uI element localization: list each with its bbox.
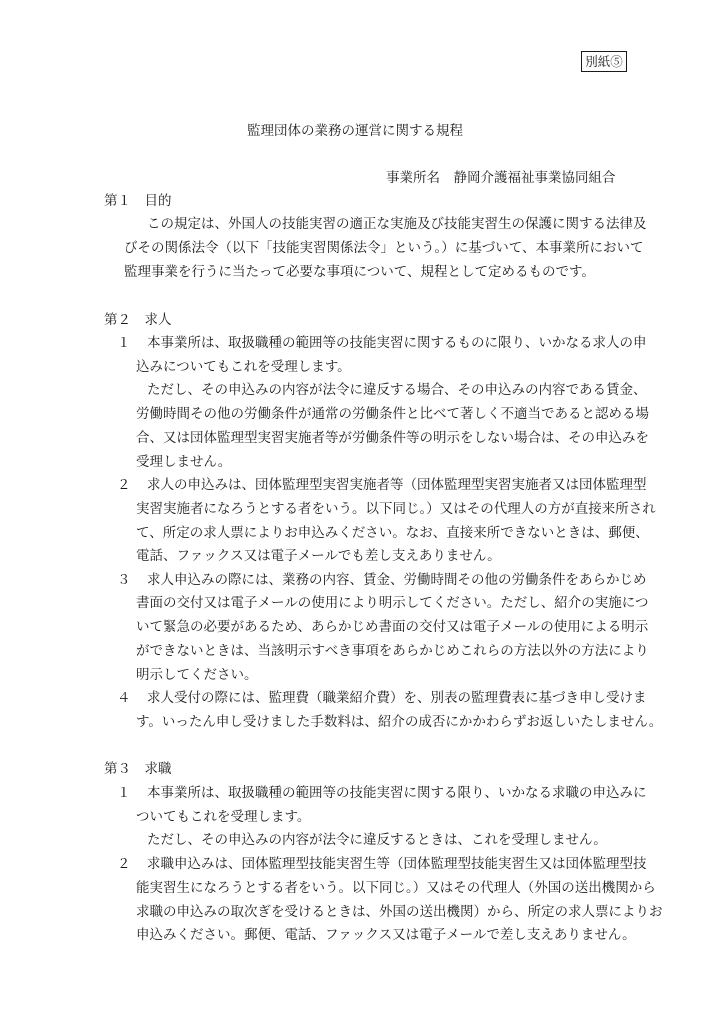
item-line: 求人の申込みは、団体監理型実習実施者等（団体監理型実習実施者又は団体監理型: [147, 477, 647, 493]
section-heading-job-seekers: 第３ 求職: [104, 761, 172, 777]
paragraph-line: 監理事業を行うに当たって必要な事項について、規程として定めるものです。: [124, 264, 595, 280]
item-line: て、所定の求人票によりお申込みください。なお、直接来所できないときは、郵便、: [136, 525, 649, 541]
item-number: １: [117, 335, 131, 351]
item-line: 実習実施者になろうとする者をいう。以下同じ。）又はその代理人の方が直接来所され: [136, 501, 656, 517]
item-number: ２: [117, 477, 131, 493]
item-number: １: [117, 785, 131, 801]
item-line: 求人申込みの際には、業務の内容、賃金、労働時間その他の労働条件をあらかじめ: [147, 572, 647, 588]
section-heading-purpose: 第１ 目的: [104, 193, 172, 209]
item-line: す。いったん申し受けました手数料は、紹介の成否にかかわらずお返しいたしません。: [136, 714, 663, 730]
document-title: 監理団体の業務の運営に関する規程: [247, 123, 463, 139]
attachment-label: 別紙⑤: [581, 51, 627, 72]
item-line: 能実習生になろうとする者をいう。以下同じ。）又はその代理人（外国の送出機関から: [136, 880, 656, 896]
item-line: 本事業所は、取扱職種の範囲等の技能実習に関する限り、いかなる求職の申込みに: [147, 785, 647, 801]
item-line: いて緊急の必要があるため、あらかじめ書面の交付又は電子メールの使用による明示: [136, 619, 649, 635]
item-line: 書面の交付又は電子メールの使用により明示してください。ただし、紹介の実施につ: [136, 595, 649, 611]
paragraph-line: この規定は、外国人の技能実習の適正な実施及び技能実習生の保護に関する法律及: [147, 216, 647, 232]
item-line: 電話、ファックス又は電子メールでも差し支えありません。: [136, 548, 501, 564]
item-line: 明示してください。: [136, 667, 258, 683]
item-line: 求人受付の際には、監理費（職業紹介費）を、別表の監理費表に基づき申し受けま: [147, 690, 647, 706]
item-line: ただし、その申込みの内容が法令に違反するときは、これを受理しません。: [147, 832, 607, 848]
item-line: ができないときは、当該明示すべき事項をあらかじめこれらの方法以外の方法により: [136, 643, 649, 659]
item-line: ただし、その申込みの内容が法令に違反する場合、その申込みの内容である賃金、: [147, 382, 647, 398]
paragraph-line: びその関係法令（以下「技能実習関係法令」という。）に基づいて、本事業所において: [124, 240, 644, 256]
office-name: 事業所名 静岡介護福祉事業協同組合: [386, 170, 616, 186]
item-number: ４: [117, 690, 131, 706]
section-heading-job-offers: 第２ 求人: [104, 312, 172, 328]
item-line: 合、又は団体監理型実習実施者等が労働条件等の明示をしない場合は、その申込みを: [136, 430, 649, 446]
item-line: 受理しません。: [136, 454, 232, 470]
item-line: 求職申込みは、団体監理型技能実習生等（団体監理型技能実習生又は団体監理型技: [147, 856, 647, 872]
item-line: 込みについてもこれを受理します。: [136, 359, 351, 375]
item-line: ついてもこれを受理します。: [136, 809, 311, 825]
item-line: 申込みください。郵便、電話、ファックス又は電子メールで差し支えありません。: [136, 927, 636, 943]
item-line: 本事業所は、取扱職種の範囲等の技能実習に関するものに限り、いかなる求人の申: [147, 335, 647, 351]
item-line: 求職の申込みの取次ぎを受けるときは、外国の送出機関）から、所定の求人票によりお: [136, 904, 663, 920]
item-number: ３: [117, 572, 131, 588]
item-line: 労働時間その他の労働条件が通常の労働条件と比べて著しく不適当であると認める場: [136, 406, 649, 422]
item-number: ２: [117, 856, 131, 872]
